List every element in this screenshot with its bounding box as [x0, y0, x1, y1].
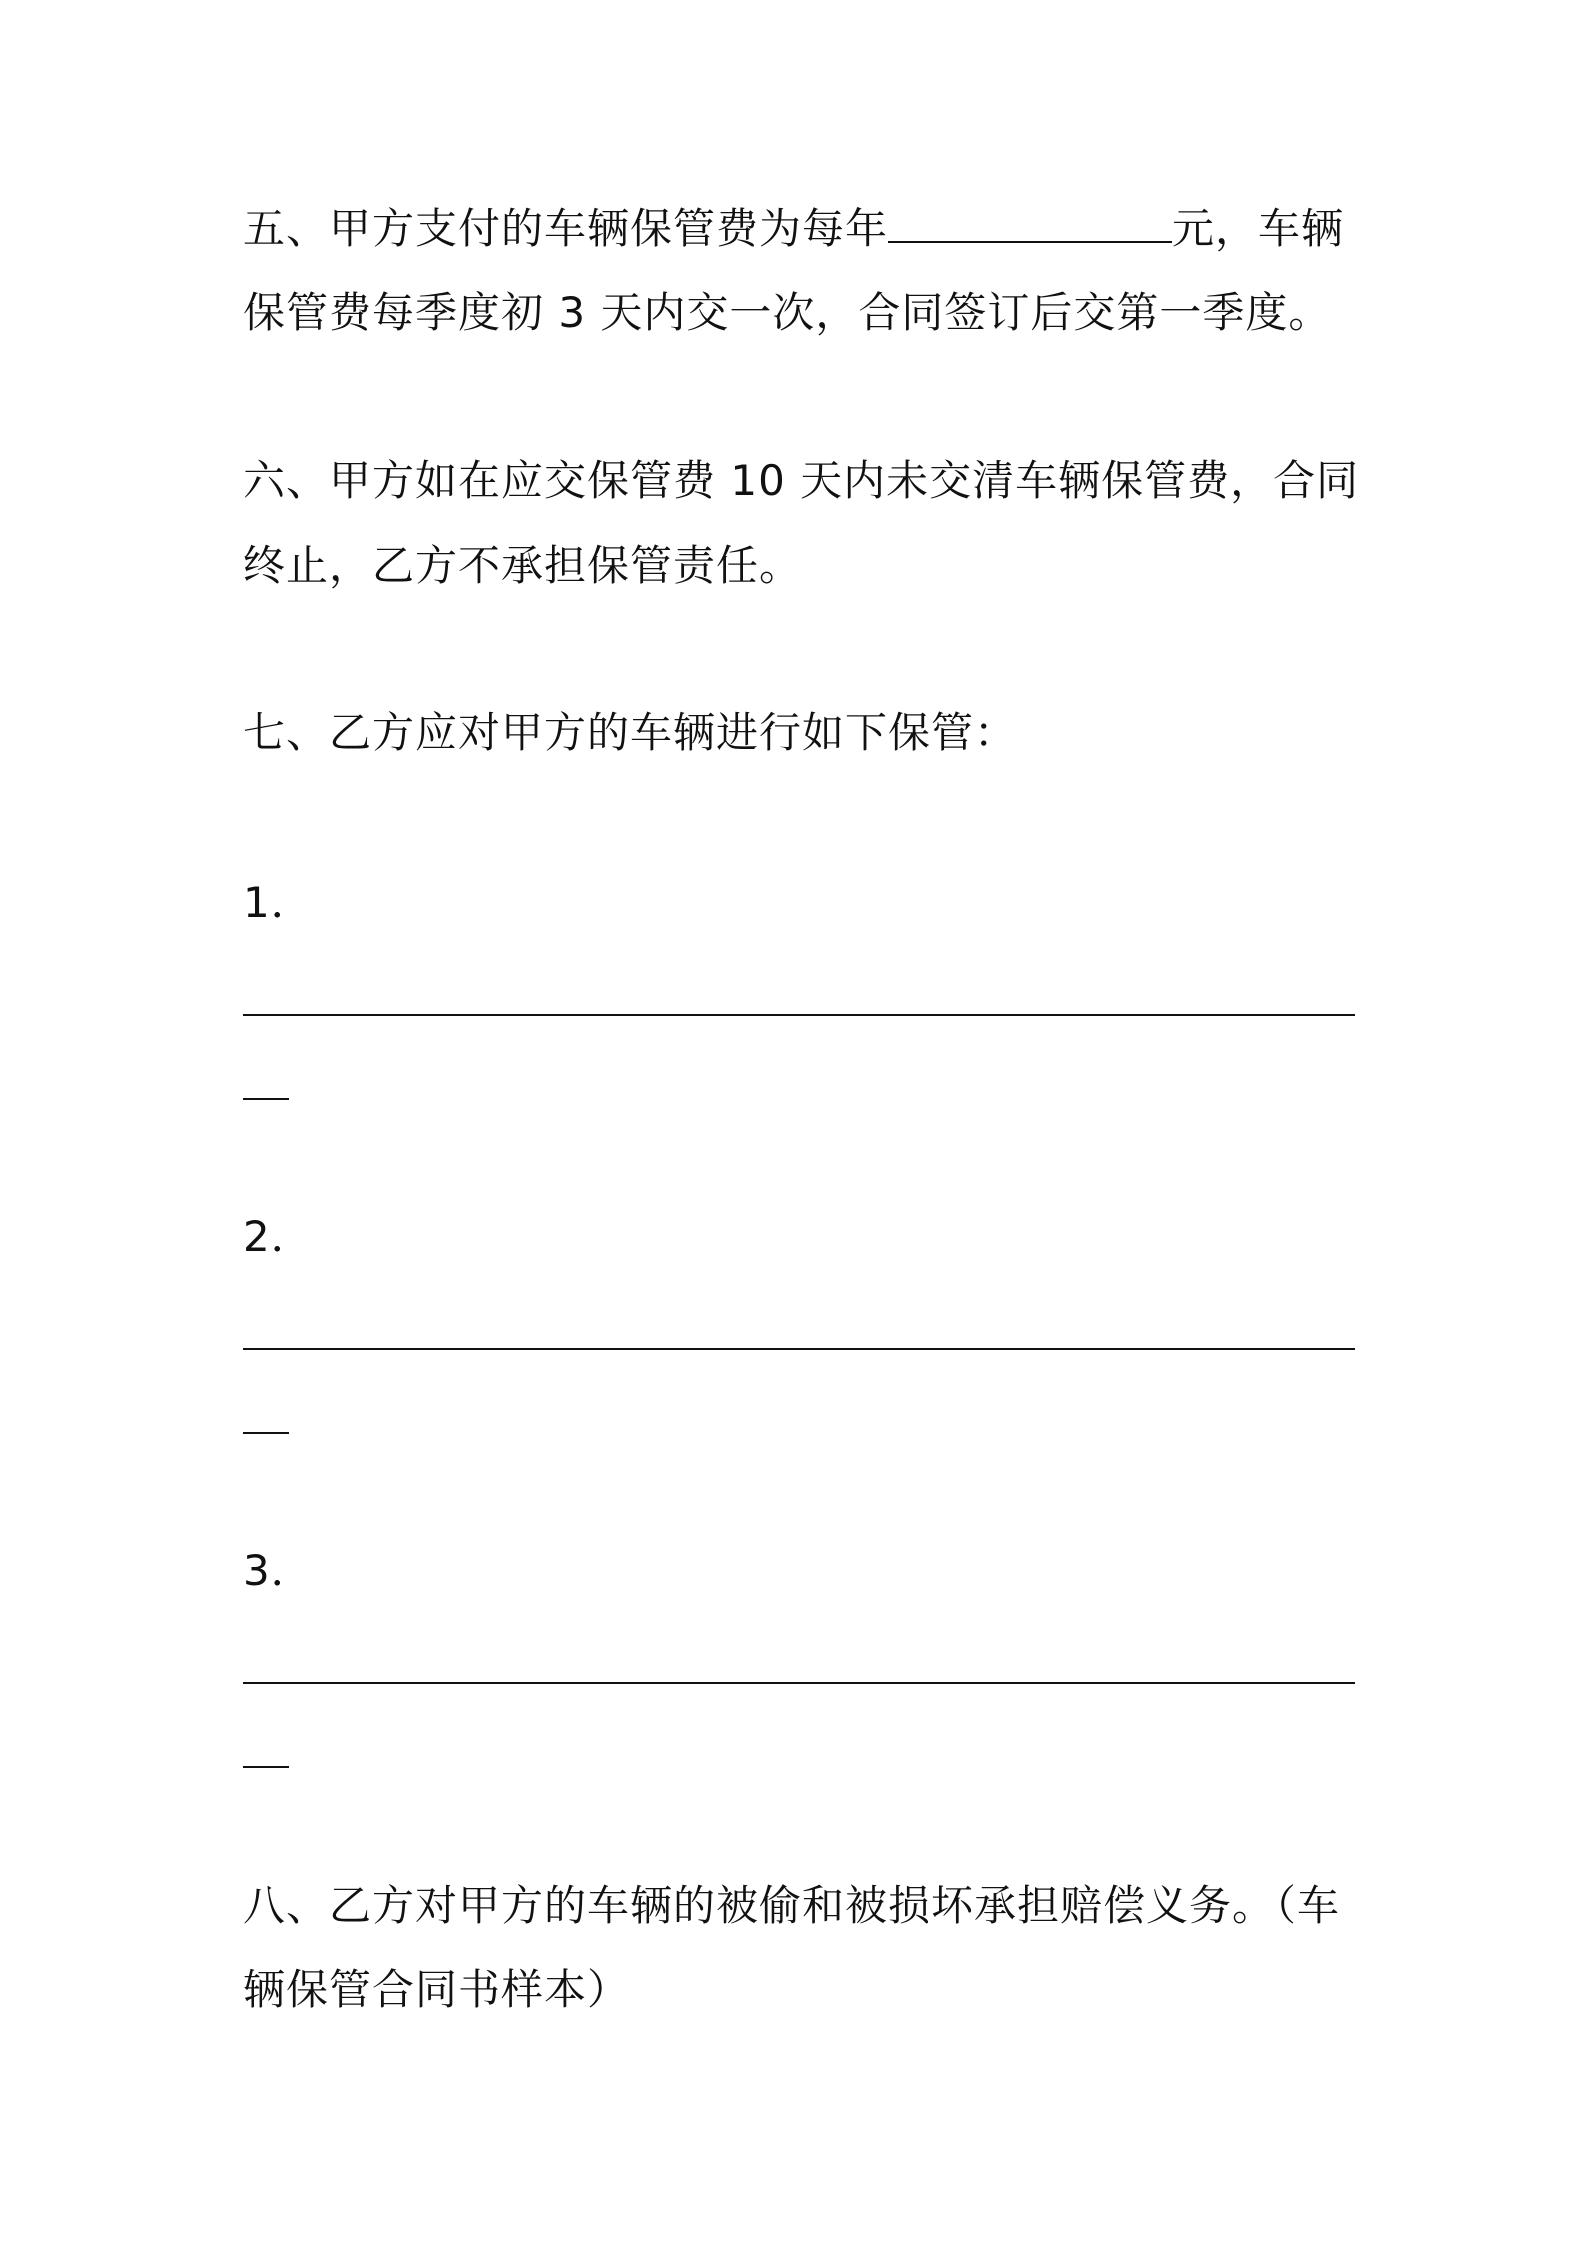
clause6-line1: 六、甲方如在应交保管费 10 天内未交清车辆保管费，合同 — [243, 456, 1360, 505]
item-2-blank-line-continuation[interactable] — [243, 1432, 289, 1434]
clause8-line1: 八、乙方对甲方的车辆的被偷和被损坏承担赔偿义务。（车 — [243, 1881, 1341, 1930]
item-2-blank-line[interactable] — [243, 1348, 1355, 1350]
clause5-text-after: 元，车辆 — [1172, 204, 1345, 253]
item-1-blank-line-continuation[interactable] — [243, 1098, 289, 1100]
clause6-line2: 终止，乙方不承担保管责任。 — [243, 541, 803, 590]
item-1-blank-line[interactable] — [243, 1014, 1355, 1016]
item-3-blank-line-continuation[interactable] — [243, 1766, 289, 1768]
item-2-number: 2． — [243, 1212, 314, 1261]
clause5-text-before: 五、甲方支付的车辆保管费为每年 — [243, 204, 889, 253]
item-3-blank-line[interactable] — [243, 1682, 1355, 1684]
clause5-line2: 保管费每季度初 3 天内交一次，合同签订后交第一季度。 — [243, 288, 1332, 337]
fee-blank-field[interactable] — [888, 201, 1172, 243]
item-3-number: 3． — [243, 1546, 314, 1595]
clause7-line1: 七、乙方应对甲方的车辆进行如下保管： — [243, 708, 1018, 757]
clause8-line2: 辆保管合同书样本） — [243, 1965, 631, 2014]
clause5-line1 — [243, 200, 1344, 258]
item-1-number: 1． — [243, 878, 314, 927]
